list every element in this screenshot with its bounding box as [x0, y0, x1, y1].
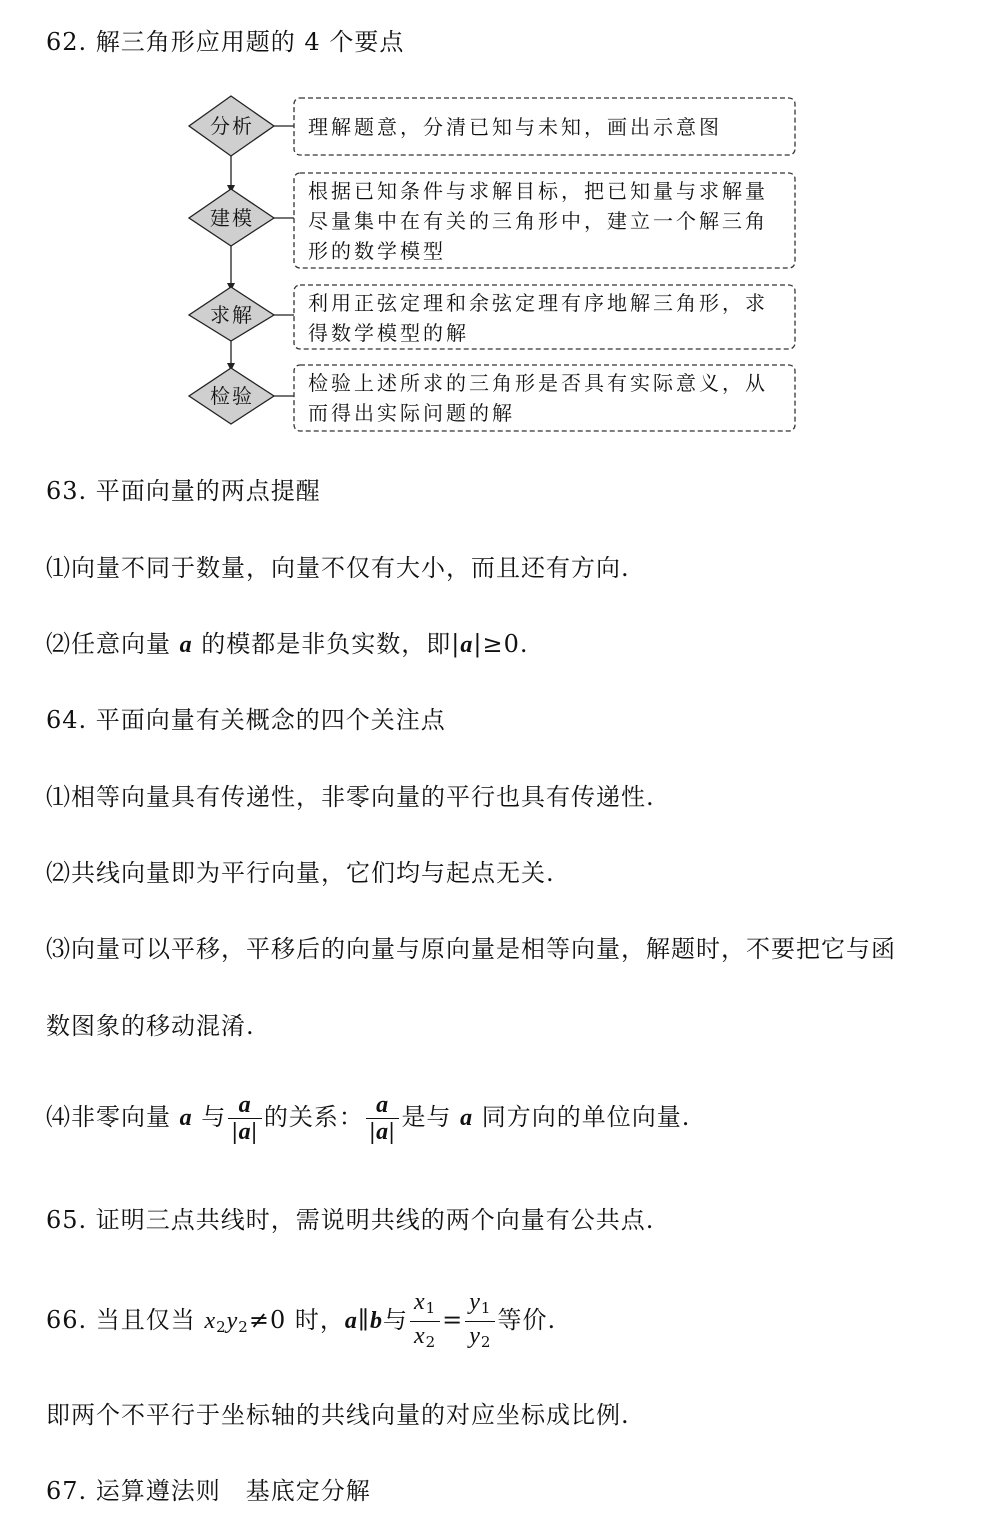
- section-64-point-3-line-1: ⑶向量可以平移，平移后的向量与原向量是相等向量，解题时，不要把它与函: [46, 935, 896, 963]
- fraction-y-ratio: $\frac{y_1}{y_2}$: [465, 1288, 495, 1355]
- fraction-unit-vector-2: $\frac{a}{|a|}$: [366, 1092, 400, 1145]
- section-62-heading: 62. 解三角形应用题的 4 个要点: [46, 28, 405, 56]
- step-label-model: 建模: [210, 206, 254, 230]
- fraction-x-ratio: $\frac{x_1}{x_2}$: [410, 1288, 440, 1355]
- step-text-check: 检验上述所求的三角形是否具有实际意义，从而得出实际问题的解: [308, 371, 768, 425]
- section-63-heading: 63. 平面向量的两点提醒: [46, 477, 321, 505]
- section-63-point-2: ⑵任意向量 a 的模都是非负实数，即|a|≥0.: [46, 630, 529, 658]
- step-label-solve: 求解: [210, 303, 254, 327]
- section-64-point-2: ⑵共线向量即为平行向量，它们均与起点无关.: [46, 859, 555, 887]
- flowchart: [185, 95, 805, 440]
- step-text-analyze: 理解题意，分清已知与未知，画出示意图: [308, 115, 722, 139]
- section-63-point-1: ⑴向量不同于数量，向量不仅有大小，而且还有方向.: [46, 554, 630, 582]
- section-67-heading: 67. 运算遵法则 基底定分解: [46, 1477, 371, 1505]
- section-66-statement: 66. 当且仅当 $x_2y_2\ne 0$ 时，a∥b与 $\frac{x_1}{x_2}$ = $\frac{y_1}{y_2}$ 等价.: [46, 1288, 556, 1355]
- section-64-point-1: ⑴相等向量具有传递性，非零向量的平行也具有传递性.: [46, 783, 655, 811]
- section-64-point-3-line-2: 数图象的移动混淆.: [46, 1012, 255, 1040]
- step-label-analyze: 分析: [210, 114, 254, 138]
- step-text-model: 根据已知条件与求解目标，把已知量与求解量尽量集中在有关的三角形中，建立一个解三角形的数学模型: [308, 179, 768, 263]
- fraction-unit-vector-1: $\frac{a}{|a|}$: [228, 1092, 262, 1145]
- step-label-check: 检验: [210, 384, 254, 408]
- section-65-heading: 65. 证明三点共线时，需说明共线的两个向量有公共点.: [46, 1206, 655, 1234]
- step-text-solve: 利用正弦定理和余弦定理有序地解三角形，求得数学模型的解: [308, 291, 768, 345]
- section-64-point-4: ⑷非零向量 a 与 $\frac{a}{|a|}$ 的关系： $\frac{a}{|a|}$ 是与 a 同方向的单位向量.: [46, 1092, 691, 1145]
- section-66-note: 即两个不平行于坐标轴的共线向量的对应坐标成比例.: [46, 1401, 630, 1429]
- section-64-heading: 64. 平面向量有关概念的四个关注点: [46, 706, 446, 734]
